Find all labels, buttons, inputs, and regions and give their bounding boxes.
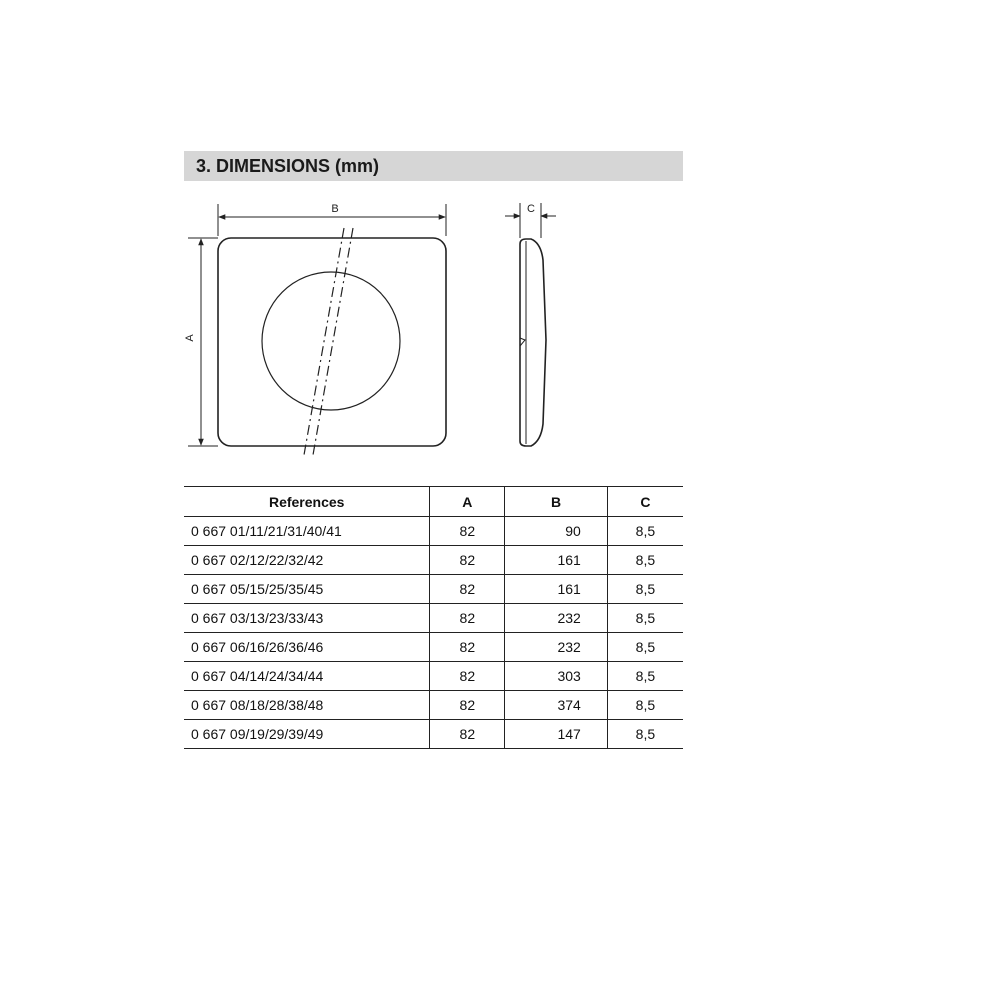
cell-reference: 0 667 09/19/29/39/49 xyxy=(184,720,430,749)
label-b: B xyxy=(331,203,339,215)
column-header-c: C xyxy=(607,487,683,517)
table-row xyxy=(184,720,683,749)
column-header-b: B xyxy=(505,487,608,517)
column-header-a: A xyxy=(430,487,505,517)
cell-a: 82 xyxy=(430,546,505,575)
cell-a: 82 xyxy=(430,662,505,691)
table-row xyxy=(184,575,683,604)
cell-a: 82 xyxy=(430,575,505,604)
cell-b: 161 xyxy=(505,575,608,604)
table-row xyxy=(184,691,683,720)
dimensions-table xyxy=(184,486,683,749)
cell-c: 8,5 xyxy=(607,517,683,546)
plate-front-view xyxy=(218,228,446,455)
cell-reference: 0 667 04/14/24/34/44 xyxy=(184,662,430,691)
cell-a: 82 xyxy=(430,633,505,662)
label-c: C xyxy=(527,203,535,215)
dimension-b xyxy=(218,203,446,236)
cell-c: 8,5 xyxy=(607,633,683,662)
cell-reference: 0 667 08/18/28/38/48 xyxy=(184,691,430,720)
cell-c: 8,5 xyxy=(607,604,683,633)
table-header-row xyxy=(184,487,683,517)
cell-a: 82 xyxy=(430,691,505,720)
cell-a: 82 xyxy=(430,604,505,633)
cell-b: 161 xyxy=(505,546,608,575)
cell-c: 8,5 xyxy=(607,546,683,575)
cell-a: 82 xyxy=(430,517,505,546)
cell-c: 8,5 xyxy=(607,575,683,604)
cell-b: 374 xyxy=(505,691,608,720)
section-title: 3. DIMENSIONS (mm) xyxy=(196,156,380,176)
label-a: A xyxy=(184,334,196,342)
table-row xyxy=(184,604,683,633)
cell-reference: 0 667 03/13/23/33/43 xyxy=(184,604,430,633)
cell-reference: 0 667 05/15/25/35/45 xyxy=(184,575,430,604)
cell-b: 232 xyxy=(505,604,608,633)
plate-side-view xyxy=(520,239,546,446)
cell-c: 8,5 xyxy=(607,720,683,749)
cell-b: 303 xyxy=(505,662,608,691)
cell-reference: 0 667 06/16/26/36/46 xyxy=(184,633,430,662)
cell-reference: 0 667 01/11/21/31/40/41 xyxy=(184,517,430,546)
cell-reference: 0 667 02/12/22/32/42 xyxy=(184,546,430,575)
table-row xyxy=(184,633,683,662)
dimension-drawing xyxy=(0,0,1000,480)
cell-c: 8,5 xyxy=(607,662,683,691)
cell-c: 8,5 xyxy=(607,691,683,720)
cell-b: 147 xyxy=(505,720,608,749)
table-row xyxy=(184,662,683,691)
column-header-references: References xyxy=(184,487,430,517)
table-row xyxy=(184,517,683,546)
cell-b: 90 xyxy=(505,517,608,546)
table-row xyxy=(184,546,683,575)
cell-a: 82 xyxy=(430,720,505,749)
dimension-a xyxy=(184,238,218,446)
cell-b: 232 xyxy=(505,633,608,662)
dimension-c xyxy=(505,203,556,238)
